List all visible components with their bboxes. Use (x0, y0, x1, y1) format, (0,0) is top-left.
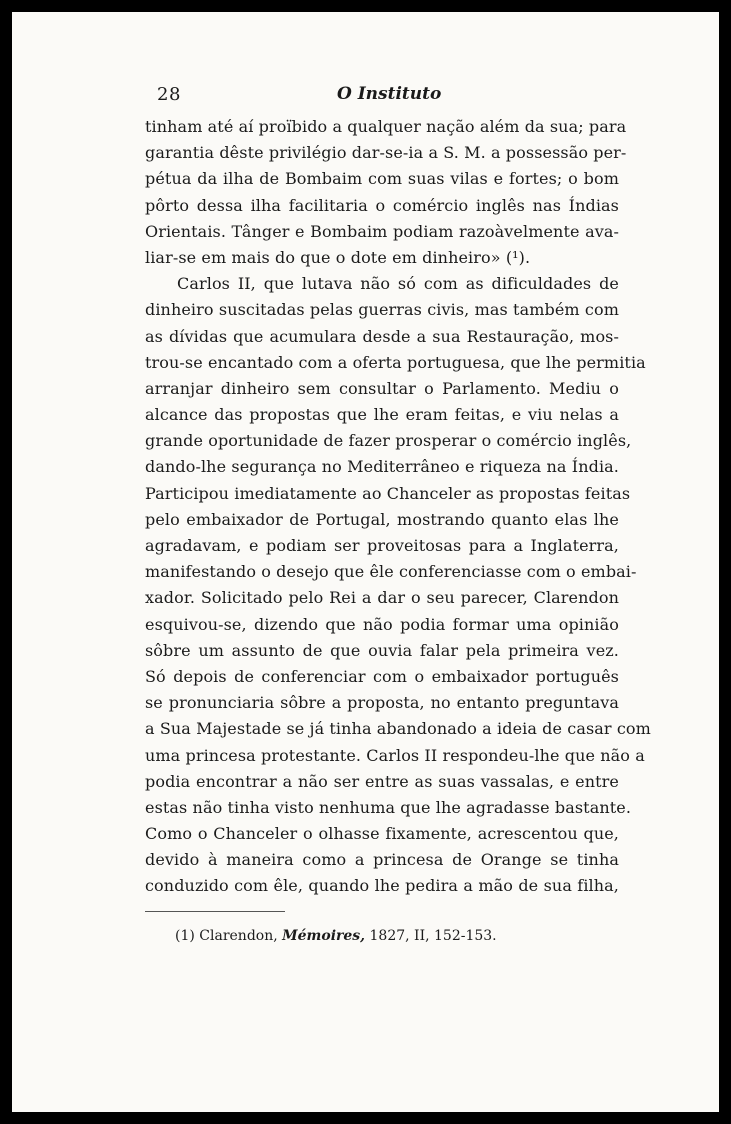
text-line: grande oportunidade de fazer prosperar o comércio inglês, (145, 431, 632, 451)
text-line: podia encontrar a não ser entre as suas vassalas, e entre (145, 771, 619, 791)
text-line: alcance das propostas que lhe eram feitas, e viu nelas a (145, 405, 619, 425)
text-line: conduzido com êle, quando lhe pedira a mão de sua filha, (145, 876, 619, 896)
footnote-divider (145, 911, 285, 912)
text-line: uma princesa protestante. Carlos II respondeu-lhe que não a (145, 745, 645, 765)
text-line: Só depois de conferenciar com o embaixador português (145, 666, 619, 686)
text-line: dando-lhe segurança no Mediterrâneo e riqueza na Índia. (145, 457, 619, 477)
text-line: pôrto dessa ilha facilitaria o comércio inglês nas Índias (145, 195, 619, 215)
text-line: Como o Chanceler o olhasse fixamente, acrescentou que, (145, 824, 619, 844)
text-line: a Sua Majestade se já tinha abandonado a ideia de casar com (145, 719, 651, 739)
text-line: devido à maneira como a princesa de Orange se tinha (145, 850, 619, 870)
text-line: xador. Solicitado pelo Rei a dar o seu parecer, Clarendon (145, 588, 619, 608)
footnote-author: Clarendon, (199, 928, 278, 944)
text-line: trou-se encantado com a oferta portuguesa, que lhe permitia (145, 352, 646, 372)
footnote (175, 928, 497, 944)
footnote-marker: (1) (175, 928, 195, 944)
text-line: pétua da ilha de Bombaim com suas vilas e fortes; o bom (145, 169, 619, 189)
body-text (145, 114, 651, 900)
text-line: estas não tinha visto nenhuma que lhe agradasse bastante. (145, 797, 632, 817)
text-line: Participou imediatamente ao Chanceler as propostas feitas (145, 483, 631, 503)
text-line: garantia dêste privilégio dar-se-ia a S. M. a possessão per- (145, 143, 627, 163)
text-line: Carlos II, que lutava não só com as dificuldades de (177, 274, 619, 294)
footnote-work: Mémoires, (282, 928, 366, 944)
text-line: arranjar dinheiro sem consultar o Parlamento. Mediu o (145, 378, 619, 398)
text-line: manifestando o desejo que êle conferenciasse com o embai- (145, 562, 637, 582)
text-line: as dívidas que acumulara desde a sua Restauração, mos- (145, 326, 619, 346)
text-line: sôbre um assunto de que ouvia falar pela primeira vez. (145, 640, 619, 660)
text-line: esquivou-se, dizendo que não podia formar uma opinião (145, 614, 619, 634)
page-number: 28 (157, 84, 181, 105)
text-line: Orientais. Tânger e Bombaim podiam razoàvelmente ava- (145, 221, 619, 241)
text-line: se pronunciaria sôbre a proposta, no entanto preguntava (145, 693, 619, 713)
page-header (157, 76, 637, 106)
text-line: dinheiro suscitadas pelas guerras civis, mas também com (145, 300, 619, 320)
running-title: O Instituto (337, 84, 442, 104)
footnote-reference: 1827, II, 152-153. (369, 928, 497, 944)
text-line: agradavam, e podiam ser proveitosas para a Inglaterra, (145, 536, 619, 555)
text-line: pelo embaixador de Portugal, mostrando quanto elas lhe (145, 509, 619, 529)
text-line: liar-se em mais do que o dote em dinheiro» (¹). (145, 247, 531, 267)
text-line: tinham até aí proïbido a qualquer nação além da sua; para (145, 117, 627, 136)
